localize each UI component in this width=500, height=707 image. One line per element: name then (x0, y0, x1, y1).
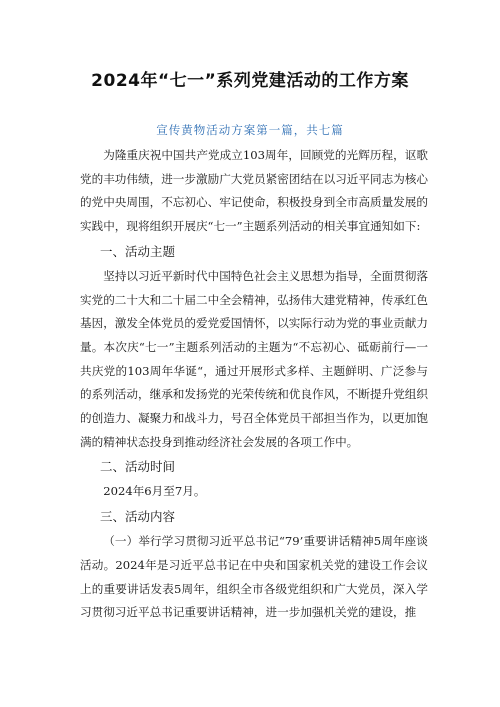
document-body (80, 144, 428, 625)
section3-heading: 三、活动内容 (100, 509, 176, 525)
section1-paragraph: 坚持以习近平新时代中国特色社会主义思想为指导，全面贯彻落实党的二十大和二十届二中全会精神，弘扬伟大建党精神，传承红色基因，激发全体党员的爱党爱国情怀，以实际行动为党的事业贡献力量。本次庆“七一”主题系列活动的主题为“不忘初心、砥砺前行—一共庆党的103周年华诞“，通过开展形式多样、主题鲜明、广泛参与的系列活动，继承和发扬党的光荣传统和优良作风，不断提升党组织的创造力、凝聚力和战斗力，号召全体党员干部担当作为，以更加饱满的精神状态投身到推动经济社会发展的各项工作中。 (80, 268, 428, 449)
document-title: 2024年“七一”系列党建活动的工作方案 (91, 71, 409, 91)
intro-paragraph: 为隆重庆祝中国共产党成立103周年，回顾党的光辉历程，讴歌党的丰功伟绩，进一步激励广大党员紧密团结在以习近平同志为核心的党中央周围，不忘初心、牢记使命，积极投身到全市高质量发展的实践中，现将组织开展庆“七一”主题系列活动的相关事宜通知如下: (80, 148, 428, 234)
section2-paragraph: 2024年6月至7月。 (103, 484, 206, 499)
section1-heading: 一、活动主题 (100, 243, 176, 259)
document-subtitle: 宣传黄物活动方案第一篇，共七篇 (156, 123, 344, 137)
section2-heading: 二、活动时间 (100, 459, 176, 475)
section3-paragraph: （一）举行学习贯彻习近平总书记“79’重要讲话精神5周年座谈活动。2024年是习近平总书记在中央和国家机关党的建设工作会议上的重要讲话发表5周年，组织全市各级党组织和广大党员，深入学习贯彻习近平总书记重要讲话精神，进一步加强机关党的建设，推 (80, 534, 428, 620)
